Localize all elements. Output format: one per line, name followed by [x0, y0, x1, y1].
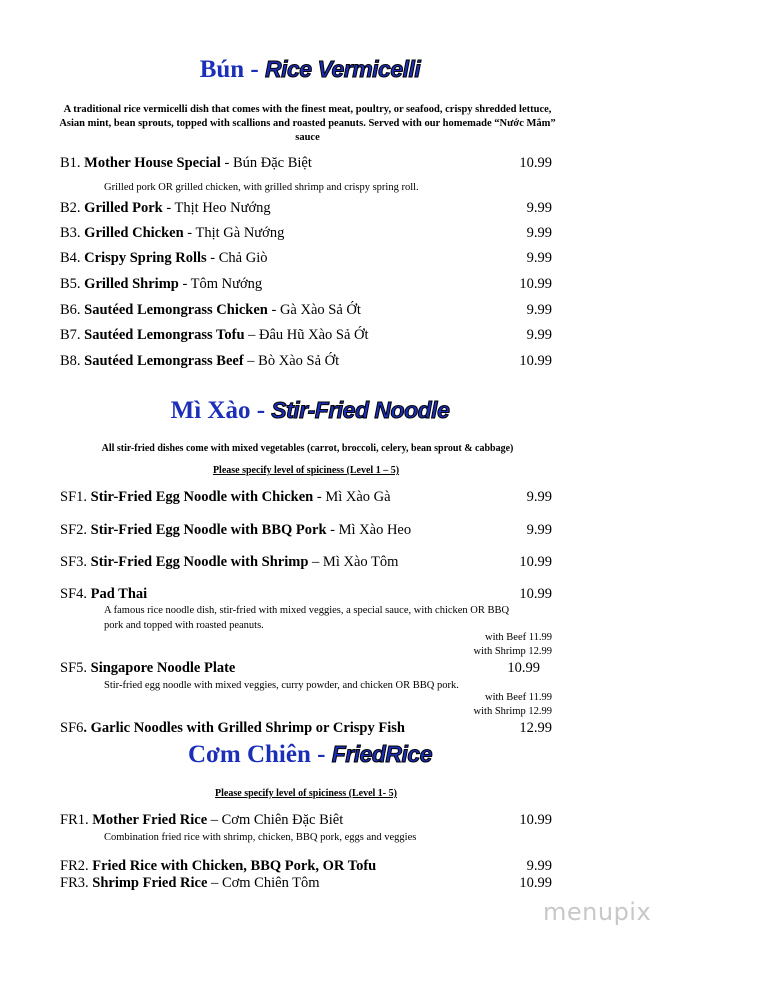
menu-item: B4. Crispy Spring Rolls - Chả Giò 9.99 — [60, 250, 552, 266]
menu-item: SF6. Garlic Noodles with Grilled Shrimp or Crispy Fish 12.99 — [60, 720, 552, 736]
item-price: 10.99 — [519, 155, 552, 171]
menu-item: SF5. Singapore Noodle Plate 10.99 — [60, 660, 540, 676]
menu-item: SF2. Stir-Fried Egg Noodle with BBQ Pork - Mì Xào Heo 9.99 — [60, 522, 552, 538]
menu-item: B3. Grilled Chicken - Thịt Gà Nướng 9.99 — [60, 225, 552, 241]
item-price: 10.99 — [519, 353, 552, 369]
menu-item: B6. Sautéed Lemongrass Chicken - Gà Xào Sả Ớt 9.99 — [60, 302, 552, 318]
title-script: Stir-Fried Noodle — [271, 397, 450, 423]
item-description: Combination fried rice with shrimp, chicken, BBQ pork, eggs and veggies — [104, 832, 417, 843]
item-price: 9.99 — [526, 302, 552, 318]
menu-item: SF4. Pad Thai 10.99 — [60, 586, 552, 602]
item-description: Stir-fried egg noodle with mixed veggies, curry powder, and chicken OR BBQ pork. — [104, 680, 459, 691]
item-price: 9.99 — [526, 522, 552, 538]
price-option: with Beef 11.99 — [485, 692, 552, 703]
title-main: Mì Xào - — [170, 397, 272, 424]
spiciness-note: Please specify level of spiciness (Level 1- 5) — [215, 788, 397, 799]
menu-item: FR1. Mother Fried Rice – Cơm Chiên Đặc Biêt 10.99 — [60, 812, 552, 828]
menu-item: SF1. Stir-Fried Egg Noodle with Chicken - Mì Xào Gà 9.99 — [60, 489, 552, 505]
item-price: 9.99 — [526, 489, 552, 505]
item-price: 9.99 — [526, 327, 552, 343]
item-price: 9.99 — [526, 225, 552, 241]
watermark: menupix — [543, 898, 652, 926]
item-description: Grilled pork OR grilled chicken, with grilled shrimp and crispy spring roll. — [104, 182, 419, 193]
section-title-comchien — [0, 741, 620, 769]
item-price: 10.99 — [519, 875, 552, 891]
item-description: A famous rice noodle dish, stir-fried with mixed veggies, a special sauce, with chicken OR BBQ pork and topped with roasted peanuts. — [104, 605, 510, 631]
menu-item: B7. Sautéed Lemongrass Tofu – Đâu Hũ Xào Sả Ớt 9.99 — [60, 327, 552, 343]
section-title-mixao — [0, 397, 620, 425]
item-price: 10.99 — [507, 660, 540, 676]
item-price: 10.99 — [519, 276, 552, 292]
title-main: Cơm Chiên - — [187, 741, 332, 768]
title-main: Bún - — [199, 56, 265, 83]
title-script: FriedRice — [331, 741, 433, 767]
menu-item: B5. Grilled Shrimp - Tôm Nướng 10.99 — [60, 276, 552, 292]
menu-item: B1. Mother House Special - Bún Đặc Biệt 10.99 — [60, 155, 552, 171]
menu-item: B2. Grilled Pork - Thịt Heo Nướng 9.99 — [60, 200, 552, 216]
item-price: 12.99 — [519, 720, 552, 736]
spiciness-note: Please specify level of spiciness (Level 1 – 5) — [212, 465, 400, 476]
item-price: 10.99 — [519, 554, 552, 570]
menu-item: FR2. Fried Rice with Chicken, BBQ Pork, OR Tofu 9.99 — [60, 858, 552, 874]
menu-item: FR3. Shrimp Fried Rice – Cơm Chiên Tôm 10.99 — [60, 875, 552, 891]
section-title-bun — [0, 56, 620, 84]
item-price: 10.99 — [519, 812, 552, 828]
title-script: Rice Vermicelli — [265, 56, 421, 82]
section-description-bun: A traditional rice vermicelli dish that comes with the finest meat, poultry, or seafood, crispy shredded lettuce, Asian mint, bean sprouts, topped with scallions and roasted peanuts. Served with our homemade “Nước Mắm” sauce — [59, 104, 556, 143]
section-description-mixao: All stir-fried dishes come with mixed vegetables (carrot, broccoli, celery, bean sprout & cabbage) — [101, 443, 514, 454]
item-price: 10.99 — [519, 586, 552, 602]
price-option: with Shrimp 12.99 — [473, 646, 552, 657]
item-price: 9.99 — [526, 858, 552, 874]
item-price: 9.99 — [526, 250, 552, 266]
price-option: with Shrimp 12.99 — [473, 706, 552, 717]
menu-item: B8. Sautéed Lemongrass Beef – Bò Xào Sả Ớt 10.99 — [60, 353, 552, 369]
item-price: 9.99 — [526, 200, 552, 216]
menu-item: SF3. Stir-Fried Egg Noodle with Shrimp – Mì Xào Tôm 10.99 — [60, 554, 552, 570]
price-option: with Beef 11.99 — [485, 632, 552, 643]
